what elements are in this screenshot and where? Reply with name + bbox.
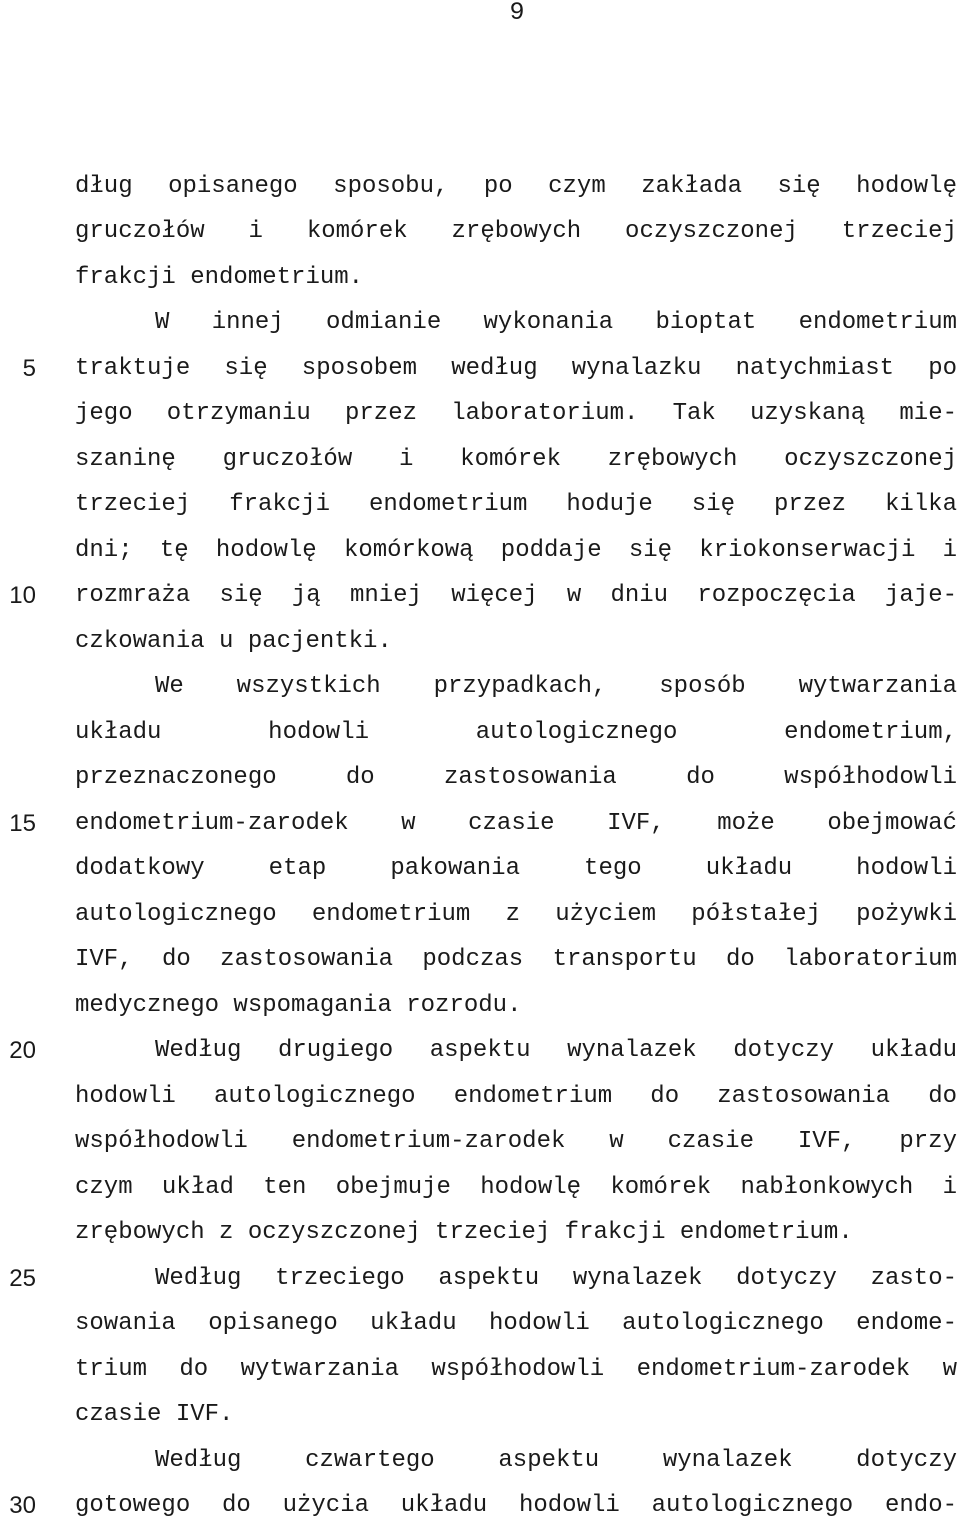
text-line: trium do wytwarzania współhodowli endometrium-zarodek w — [75, 1356, 957, 1383]
text-line: endometrium-zarodek w czasie IVF, może obejmować — [75, 810, 957, 837]
text-line: W innej odmianie wykonania bioptat endometrium — [155, 309, 957, 336]
text-line: Według trzeciego aspektu wynalazek dotyczy zasto- — [155, 1265, 957, 1292]
text-line: medycznego wspomagania rozrodu. — [75, 992, 522, 1019]
text-line: szaninę gruczołów i komórek zrębowych oczyszczonej — [75, 446, 957, 473]
line-number: 20 — [9, 1037, 36, 1064]
text-line: czasie IVF. — [75, 1401, 234, 1428]
text-line: czym układ ten obejmuje hodowlę komórek nabłonkowych i — [75, 1174, 957, 1201]
text-line: gotowego do użycia układu hodowli autologicznego endo- — [75, 1492, 957, 1519]
text-line: autologicznego endometrium z użyciem półstałej pożywki — [75, 901, 957, 928]
page-number: 9 — [509, 0, 525, 27]
line-number: 30 — [9, 1492, 36, 1519]
text-line: czkowania u pacjentki. — [75, 628, 392, 655]
text-line: dni; tę hodowlę komórkową poddaje się kriokonserwacji i — [75, 537, 957, 564]
text-line: hodowli autologicznego endometrium do zastosowania do — [75, 1083, 957, 1110]
line-number: 10 — [9, 582, 36, 609]
text-line: dodatkowy etap pakowania tego układu hodowli — [75, 855, 957, 882]
text-line: układu hodowli autologicznego endometrium, — [75, 719, 957, 746]
text-line: współhodowli endometrium-zarodek w czasie IVF, przy — [75, 1128, 957, 1155]
text-line: zrębowych z oczyszczonej trzeciej frakcji endometrium. — [75, 1219, 853, 1246]
text-line: traktuje się sposobem według wynalazku natychmiast po — [75, 355, 957, 382]
text-line: jego otrzymaniu przez laboratorium. Tak uzyskaną mie- — [75, 400, 957, 427]
text-line: IVF, do zastosowania podczas transportu do laboratorium — [75, 946, 957, 973]
line-number: 5 — [22, 355, 36, 382]
text-line: trzeciej frakcji endometrium hoduje się przez kilka — [75, 491, 957, 518]
text-line: Według czwartego aspektu wynalazek dotyczy — [155, 1447, 957, 1474]
text-line: sowania opisanego układu hodowli autologicznego endome- — [75, 1310, 957, 1337]
text-line: frakcji endometrium. — [75, 264, 364, 291]
text-line: rozmraża się ją mniej więcej w dniu rozpoczęcia jaje- — [75, 582, 957, 609]
line-number: 25 — [9, 1265, 36, 1292]
line-number: 15 — [9, 810, 36, 837]
text-line: Według drugiego aspektu wynalazek dotyczy układu — [155, 1037, 957, 1064]
text-line: We wszystkich przypadkach, sposób wytwarzania — [155, 673, 957, 700]
text-line: przeznaczonego do zastosowania do współhodowli — [75, 764, 957, 791]
text-line: gruczołów i komórek zrębowych oczyszczonej trzeciej — [75, 218, 957, 245]
text-line: dług opisanego sposobu, po czym zakłada się hodowlę — [75, 173, 957, 200]
